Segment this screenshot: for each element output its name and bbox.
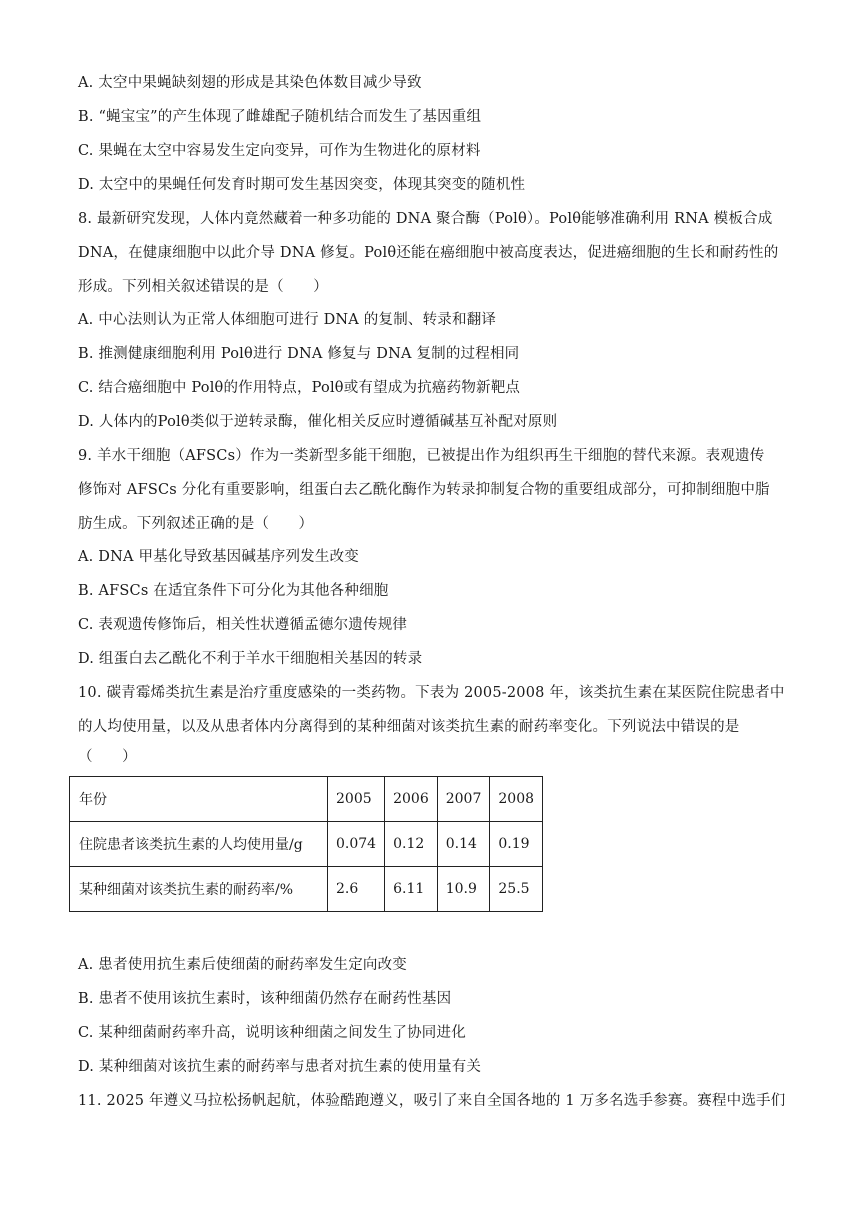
table-cell: 2005 bbox=[328, 777, 385, 822]
q8-option-b: B. 推测健康细胞利用 Polθ进行 DNA 修复与 DNA 复制的过程相同 bbox=[78, 346, 520, 362]
q10-stem-line-2: 的人均使用量，以及从患者体内分离得到的某种细菌对该类抗生素的耐药率变化。下列说法中错误的是 bbox=[78, 719, 740, 735]
table-cell: 年份 bbox=[70, 777, 328, 822]
table-cell: 6.11 bbox=[385, 867, 438, 912]
table-row bbox=[70, 822, 543, 867]
q8-option-a: A. 中心法则认为正常人体细胞可进行 DNA 的复制、转录和翻译 bbox=[78, 312, 497, 328]
table-header-row bbox=[70, 777, 543, 822]
q8-option-c: C. 结合癌细胞中 Polθ的作用特点，Polθ或有望成为抗癌药物新靶点 bbox=[78, 380, 521, 396]
q8-stem-line-1: 8. 最新研究发现，人体内竟然藏着一种多功能的 DNA 聚合酶（Polθ）。Polθ能够准确利用 RNA 模板合成 bbox=[78, 211, 773, 227]
q10-option-b: B. 患者不使用该抗生素时，该种细菌仍然存在耐药性基因 bbox=[78, 991, 452, 1007]
table-cell: 住院患者该类抗生素的人均使用量/g bbox=[70, 822, 328, 867]
q7-option-c: C. 果蝇在太空中容易发生定向变异，可作为生物进化的原材料 bbox=[78, 143, 481, 159]
table-cell: 0.12 bbox=[385, 822, 438, 867]
table-row bbox=[70, 867, 543, 912]
q7-option-a: A. 太空中果蝇缺刻翅的形成是其染色体数目减少导致 bbox=[78, 75, 422, 91]
q10-option-c: C. 某种细菌耐药率升高，说明该种细菌之间发生了协同进化 bbox=[78, 1025, 466, 1041]
q10-stem-line-1: 10. 碳青霉烯类抗生素是治疗重度感染的一类药物。下表为 2005-2008 年，该类抗生素在某医院住院患者中 bbox=[78, 685, 785, 701]
table-cell: 0.19 bbox=[490, 822, 543, 867]
q9-option-b: B. AFSCs 在适宜条件下可分化为其他各种细胞 bbox=[78, 583, 389, 599]
table-cell: 25.5 bbox=[490, 867, 543, 912]
q10-option-a: A. 患者使用抗生素后使细菌的耐药率发生定向改变 bbox=[78, 957, 407, 973]
q8-option-d: D. 人体内的Polθ类似于逆转录酶，催化相关反应时遵循碱基互补配对原则 bbox=[78, 414, 558, 430]
table-cell: 某种细菌对该类抗生素的耐药率/% bbox=[70, 867, 328, 912]
q10-option-d: D. 某种细菌对该抗生素的耐药率与患者对抗生素的使用量有关 bbox=[78, 1059, 482, 1075]
q9-option-d: D. 组蛋白去乙酰化不利于羊水干细胞相关基因的转录 bbox=[78, 651, 423, 667]
q9-stem-line-3: 肪生成。下列叙述正确的是（ ） bbox=[78, 516, 314, 532]
q11-stem-line-1: 11. 2025 年遵义马拉松扬帆起航，体验酷跑遵义，吸引了来自全国各地的 1 万多名选手参赛。赛程中选手们 bbox=[78, 1093, 786, 1109]
q8-stem-line-2: DNA，在健康细胞中以此介导 DNA 修复。Polθ还能在癌细胞中被高度表达，促进癌细胞的生长和耐药性的 bbox=[78, 245, 779, 261]
q9-option-a: A. DNA 甲基化导致基因碱基序列发生改变 bbox=[78, 549, 359, 565]
table-cell: 2006 bbox=[385, 777, 438, 822]
q9-stem-line-1: 9. 羊水干细胞（AFSCs）作为一类新型多能干细胞，已被提出作为组织再生干细胞的替代来源。表观遗传 bbox=[78, 448, 765, 464]
q8-stem-line-3: 形成。下列相关叙述错误的是（ ） bbox=[78, 279, 328, 295]
table-cell: 0.074 bbox=[328, 822, 385, 867]
antibiotic-resistance-table bbox=[69, 776, 543, 912]
q7-option-d: D. 太空中的果蝇任何发育时期可发生基因突变，体现其突变的随机性 bbox=[78, 177, 526, 193]
q10-stem-line-3: （ ） bbox=[78, 749, 137, 765]
table-cell: 0.14 bbox=[437, 822, 490, 867]
table-cell: 2.6 bbox=[328, 867, 385, 912]
q9-option-c: C. 表观遗传修饰后，相关性状遵循孟德尔遗传规律 bbox=[78, 617, 408, 633]
q9-stem-line-2: 修饰对 AFSCs 分化有重要影响，组蛋白去乙酰化酶作为转录抑制复合物的重要组成部分，可抑制细胞中脂 bbox=[78, 482, 770, 498]
table-cell: 2007 bbox=[437, 777, 490, 822]
q7-option-b: B. “蝇宝宝”的产生体现了雌雄配子随机结合而发生了基因重组 bbox=[78, 109, 482, 125]
table-cell: 10.9 bbox=[437, 867, 490, 912]
table-cell: 2008 bbox=[490, 777, 543, 822]
